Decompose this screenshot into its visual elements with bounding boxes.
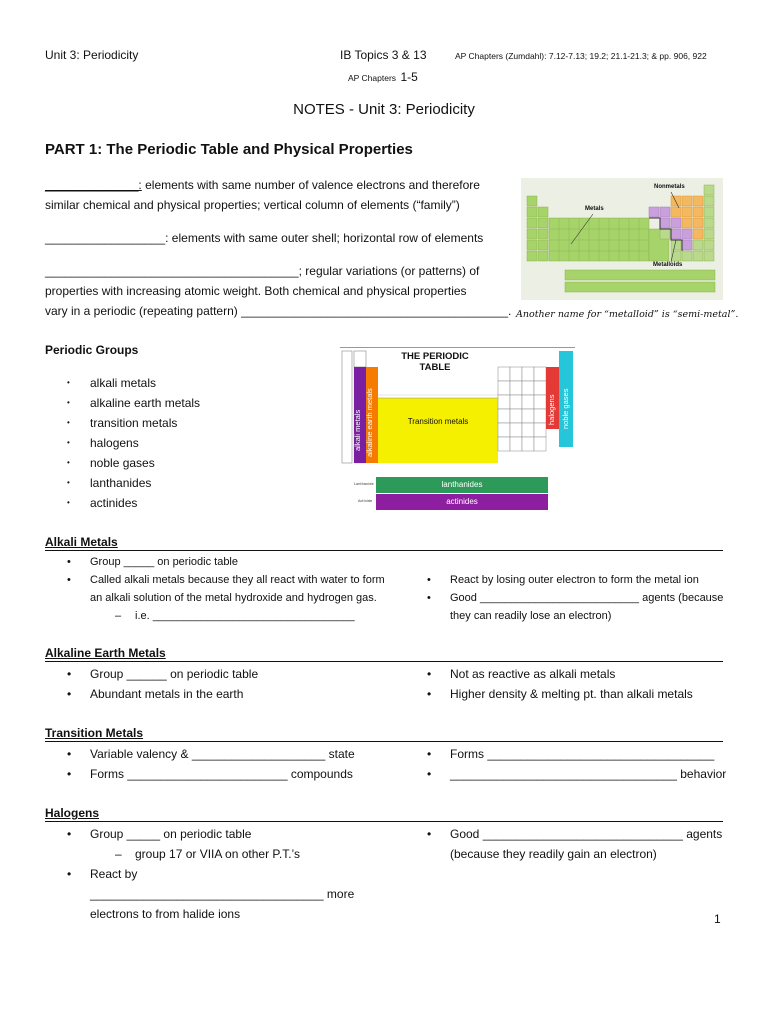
part1-heading: PART 1: The Periodic Table and Physical Properties [45,141,413,158]
svg-text:Actinide: Actinide [358,499,373,503]
def3-line2: properties with increasing atomic weight. Both chemical and physical properties [45,284,467,298]
list-item: • Good ______________________________ agents (because they readily gain an electron) [405,824,735,864]
list-item: • Higher density & melting pt. than alkali metals [405,684,735,704]
list-item: • noble gases [45,453,200,473]
definition-periodicity [45,261,515,321]
pt-actinides-label: actinides [446,497,478,506]
pt-halogens-label: halogens [547,394,556,425]
page-number: 1 [714,912,721,926]
metals-nonmetals-image [521,178,723,300]
alkaline-earth-left-list [45,664,385,704]
halogens-right-list [405,824,735,864]
halogens-heading [45,806,723,822]
list-item: • __________________________________ behavior [405,764,735,784]
list-item: • Abundant metals in the earth [45,684,385,704]
header-ib-topics: IB Topics 3 & 13 [340,48,427,62]
list-item: • Group _____ on periodic table [45,824,385,844]
list-item: • Forms __________________________________ [405,744,735,764]
svg-text:Lanthanide: Lanthanide [354,482,374,486]
pt-noble-label: noble gases [561,388,570,429]
def2-blank: __________________: [45,231,169,245]
def3-line3: vary in a periodic (repeating pattern) ________________________________________. [45,304,512,318]
list-item: • React by losing outer electron to form the metal ion [405,571,735,589]
alkaline-earth-right-list [405,664,735,704]
list-item: • transition metals [45,413,200,433]
halogens-heading-text: Halogens [45,806,100,820]
metals-label: Metals [585,206,604,212]
list-item: • alkaline earth metals [45,393,200,413]
header-ap-chapters [348,68,418,86]
transition-heading [45,726,723,742]
groups-heading: Periodic Groups [45,343,139,357]
definition-period [45,228,515,248]
list-item: • lanthanides [45,473,200,493]
image-caption: Another name for “metalloid” is “semi-metal”. [516,309,739,320]
transition-right-list [405,744,735,784]
pt-lanthanides-label: lanthanides [441,480,483,489]
list-item: • Good __________________________ agents (because they can readily lose an electron) [405,589,735,625]
alkaline-earth-heading [45,646,723,662]
groups-list [45,373,200,513]
pt-alkaline-label: alkaline earth metals [365,388,374,457]
list-item: • actinides [45,493,200,513]
list-item: – group 17 or VIIA on other P.T.’s [45,844,385,864]
ap-chapters-label: AP Chapters [348,73,397,83]
nonmetals-label: Nonmetals [654,184,685,190]
list-item: – i.e. _________________________________ [45,607,385,625]
alkali-heading [45,535,723,551]
list-item: • alkali metals [45,373,200,393]
def1-blank: ______________: [45,178,142,192]
alkali-heading-text: Alkali Metals [45,535,118,549]
pt-transition-label: Transition metals [407,417,469,426]
page-title: NOTES - Unit 3: Periodicity [293,101,475,118]
transition-heading-text: Transition Metals [45,726,144,740]
halogens-left-list [45,824,385,924]
transition-left-list [45,744,385,784]
list-item: • halogens [45,433,200,453]
header-ap-zumdahl: AP Chapters (Zumdahl): 7.12-7.13; 19.2; 21.1-21.3; & pp. 906, 922 [455,51,707,61]
list-item: • Not as reactive as alkali metals [405,664,735,684]
ap-chapters-value: 1-5 [400,70,418,84]
pt-alkali-label: alkali metals [353,409,362,451]
periodic-table-image [340,345,580,515]
list-item: • Group ______ on periodic table [45,664,385,684]
list-item: • React by ___________________________________ more electrons to from halide ions [45,864,355,924]
metalloids-label: Metalloids [653,262,683,268]
def3-blank: ______________________________________; [45,264,302,278]
pt-title-line2: TABLE [419,362,451,373]
def1-line1: elements with same number of valence electrons and therefore [141,178,480,192]
definition-group [45,175,515,215]
alkaline-earth-heading-text: Alkaline Earth Metals [45,646,166,660]
alkali-right-list [405,571,735,625]
def3-line1: regular variations (or patterns) of [301,264,480,278]
pt-title-line1: THE PERIODIC [401,351,469,362]
def1-line2: similar chemical and physical properties; vertical column of elements (“family”) [45,198,460,212]
header-unit: Unit 3: Periodicity [45,48,139,62]
alkali-left-list [45,553,385,625]
list-item: • Called alkali metals because they all react with water to form an alkali solution of the metal hydroxide and hydrogen gas. [45,571,385,607]
def2-text: elements with same outer shell; horizontal row of elements [168,231,484,245]
list-item: • Variable valency & ____________________ state [45,744,385,764]
list-item: • Forms ________________________ compounds [45,764,385,784]
pt-title [380,351,490,373]
list-item: • Group _____ on periodic table [45,553,385,571]
